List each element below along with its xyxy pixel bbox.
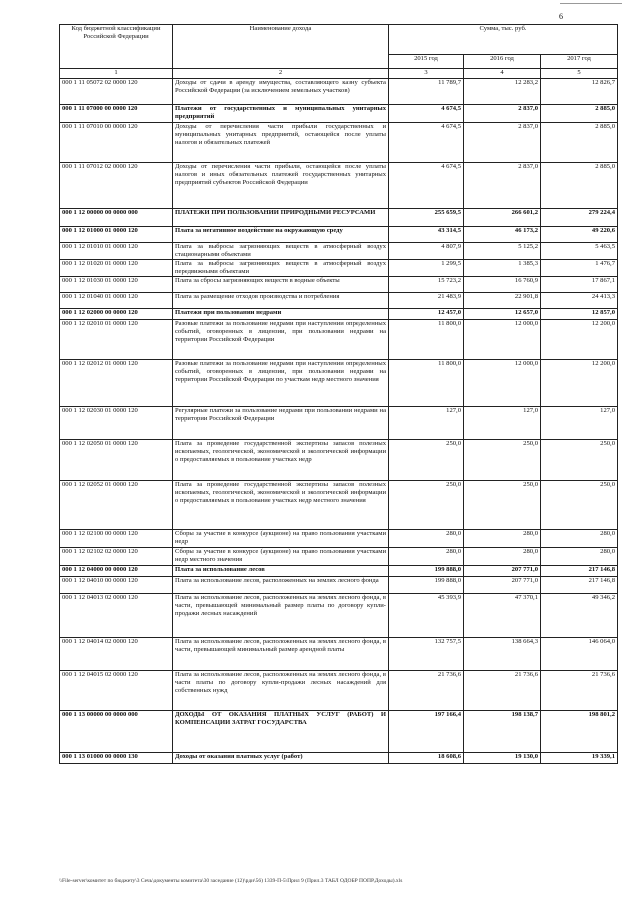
row-value-2017: 2 885,0 xyxy=(541,105,618,123)
row-code: 000 1 12 02012 01 0000 120 xyxy=(60,360,173,407)
table-row xyxy=(60,209,618,227)
row-value-2015: 12 457,0 xyxy=(389,309,464,320)
row-value-2016: 19 130,0 xyxy=(464,753,541,764)
row-value-2017: 49 220,6 xyxy=(541,227,618,243)
row-value-2015: 21 736,6 xyxy=(389,671,464,711)
row-value-2015: 11 800,0 xyxy=(389,360,464,407)
table-row xyxy=(60,530,618,548)
header-name: Наименование дохода xyxy=(173,25,389,69)
row-code: 000 1 11 07000 00 0000 120 xyxy=(60,105,173,123)
table-row xyxy=(60,753,618,764)
row-value-2017: 12 200,0 xyxy=(541,360,618,407)
row-value-2015: 11 789,7 xyxy=(389,79,464,105)
row-value-2015: 197 166,4 xyxy=(389,711,464,753)
row-value-2017: 12 826,7 xyxy=(541,79,618,105)
row-value-2015: 127,0 xyxy=(389,407,464,440)
revenue-table xyxy=(59,24,618,764)
row-name: Разовые платежи за пользование недрами при наступлении определенных событий, оговоренных в лицензии, при пользовании недрами на территории Российской Федерации по участкам недр местного значения xyxy=(173,360,389,407)
row-value-2017: 5 463,5 xyxy=(541,243,618,260)
table-row xyxy=(60,277,618,293)
row-name: Доходы от оказания платных услуг (работ) xyxy=(173,753,389,764)
row-value-2017: 146 064,0 xyxy=(541,638,618,671)
top-rule xyxy=(560,3,622,4)
table-row xyxy=(60,243,618,260)
row-value-2016: 266 601,2 xyxy=(464,209,541,227)
row-value-2016: 12 000,0 xyxy=(464,360,541,407)
row-name: Сборы за участие в конкурсе (аукционе) на право пользования участками недр местного значения xyxy=(173,548,389,566)
row-value-2016: 280,0 xyxy=(464,530,541,548)
row-value-2017: 279 224,4 xyxy=(541,209,618,227)
row-value-2016: 207 771,0 xyxy=(464,577,541,594)
row-value-2017: 280,0 xyxy=(541,548,618,566)
row-value-2016: 207 771,0 xyxy=(464,566,541,577)
row-name: Сборы за участие в конкурсе (аукционе) на право пользования участками недр xyxy=(173,530,389,548)
table-row xyxy=(60,79,618,105)
row-code: 000 1 12 02100 00 0000 120 xyxy=(60,530,173,548)
row-name: Плата за сбросы загрязняющих веществ в водные объекты xyxy=(173,277,389,293)
row-value-2016: 280,0 xyxy=(464,548,541,566)
row-code: 000 1 13 00000 00 0000 000 xyxy=(60,711,173,753)
row-code: 000 1 12 02102 02 0000 120 xyxy=(60,548,173,566)
row-value-2015: 11 800,0 xyxy=(389,320,464,360)
row-code: 000 1 12 04000 00 0000 120 xyxy=(60,566,173,577)
row-name: Плата за размещение отходов производства и потребления xyxy=(173,293,389,309)
row-value-2016: 22 901,8 xyxy=(464,293,541,309)
row-name: Доходы от сдачи в аренду имущества, составляющего казну субъекта Российской Федерации (за исключением земельных участков) xyxy=(173,79,389,105)
table-row xyxy=(60,407,618,440)
row-code: 000 1 12 04014 02 0000 120 xyxy=(60,638,173,671)
row-value-2016: 12 000,0 xyxy=(464,320,541,360)
row-name: Плата за использование лесов, расположенных на землях лесного фонда, в части платы по договору купли-продажи лесных насаждений для собственных нужд xyxy=(173,671,389,711)
row-code: 000 1 12 02030 01 0000 120 xyxy=(60,407,173,440)
row-code: 000 1 12 02052 01 0000 120 xyxy=(60,481,173,530)
row-value-2015: 255 659,5 xyxy=(389,209,464,227)
table-row xyxy=(60,293,618,309)
row-name: Плата за использование лесов, расположенных на землях лесного фонда xyxy=(173,577,389,594)
row-code: 000 1 11 07012 02 0000 120 xyxy=(60,163,173,209)
row-code: 000 1 11 05072 02 0000 120 xyxy=(60,79,173,105)
row-value-2015: 132 757,5 xyxy=(389,638,464,671)
row-name: Доходы от перечисления части прибыли государственных и муниципальных унитарных предприятий, остающейся после уплаты налогов и обязательных платежей xyxy=(173,123,389,163)
row-value-2015: 250,0 xyxy=(389,481,464,530)
row-name: Плата за использование лесов, расположенных на землях лесного фонда, в части, превышающей минимальный размер платы по договору купли-продажи лесных насаждений xyxy=(173,594,389,638)
row-value-2017: 2 885,0 xyxy=(541,123,618,163)
row-value-2017: 12 857,0 xyxy=(541,309,618,320)
row-value-2016: 138 664,3 xyxy=(464,638,541,671)
row-name: Плата за проведение государственной экспертизы запасов полезных ископаемых, геологической, экономической и экологической информации о предоставляемых в пользование участках недр xyxy=(173,440,389,481)
row-value-2015: 43 314,5 xyxy=(389,227,464,243)
row-code: 000 1 12 02050 01 0000 120 xyxy=(60,440,173,481)
table-row xyxy=(60,309,618,320)
row-name: Регулярные платежи за пользование недрами при пользовании недрами на территории Российской Федерации xyxy=(173,407,389,440)
column-number: 4 xyxy=(464,69,541,79)
row-value-2016: 46 173,2 xyxy=(464,227,541,243)
table-row xyxy=(60,440,618,481)
row-value-2015: 199 888,0 xyxy=(389,566,464,577)
table-row xyxy=(60,566,618,577)
column-number: 3 xyxy=(389,69,464,79)
row-value-2015: 45 393,9 xyxy=(389,594,464,638)
row-value-2017: 12 200,0 xyxy=(541,320,618,360)
row-value-2016: 16 760,9 xyxy=(464,277,541,293)
row-code: 000 1 12 01030 01 0000 120 xyxy=(60,277,173,293)
row-value-2017: 1 476,7 xyxy=(541,260,618,277)
header-2015: 2015 год xyxy=(389,55,464,69)
row-code: 000 1 12 02000 00 0000 120 xyxy=(60,309,173,320)
page-number: 6 xyxy=(559,12,563,21)
row-value-2016: 250,0 xyxy=(464,440,541,481)
row-value-2017: 280,0 xyxy=(541,530,618,548)
table-row xyxy=(60,548,618,566)
row-value-2016: 250,0 xyxy=(464,481,541,530)
row-code: 000 1 12 04015 02 0000 120 xyxy=(60,671,173,711)
table-row xyxy=(60,320,618,360)
row-value-2015: 4 674,5 xyxy=(389,123,464,163)
row-name: Плата за использование лесов, расположенных на землях лесного фонда, в части, превышающей минимальный размер арендной платы xyxy=(173,638,389,671)
file-path-footer: \\File-server\комитет по бюджету\3 Сечь\документы комитета\30 заседание (12)\рди\56) 1339-П-5\Прил 9 (Прил.3 ТАБЛ ОДОБР ПОПР.Доходы).xls xyxy=(59,878,403,884)
row-value-2017: 19 339,1 xyxy=(541,753,618,764)
row-name: Плата за негативное воздействие на окружающую среду xyxy=(173,227,389,243)
row-value-2017: 2 885,0 xyxy=(541,163,618,209)
header-2016: 2016 год xyxy=(464,55,541,69)
table-row xyxy=(60,671,618,711)
row-value-2016: 2 837,0 xyxy=(464,163,541,209)
row-code: 000 1 12 01000 01 0000 120 xyxy=(60,227,173,243)
row-name: ДОХОДЫ ОТ ОКАЗАНИЯ ПЛАТНЫХ УСЛУГ (РАБОТ) И КОМПЕНСАЦИИ ЗАТРАТ ГОСУДАРСТВА xyxy=(173,711,389,753)
row-value-2016: 21 736,6 xyxy=(464,671,541,711)
column-number: 2 xyxy=(173,69,389,79)
row-value-2016: 198 138,7 xyxy=(464,711,541,753)
table-row xyxy=(60,594,618,638)
header-2017: 2017 год xyxy=(541,55,618,69)
row-value-2016: 127,0 xyxy=(464,407,541,440)
row-code: 000 1 12 01020 01 0000 120 xyxy=(60,260,173,277)
row-value-2016: 12 657,0 xyxy=(464,309,541,320)
row-code: 000 1 11 07010 00 0000 120 xyxy=(60,123,173,163)
row-value-2017: 217 146,8 xyxy=(541,566,618,577)
row-name: ПЛАТЕЖИ ПРИ ПОЛЬЗОВАНИИ ПРИРОДНЫМИ РЕСУРСАМИ xyxy=(173,209,389,227)
row-value-2017: 250,0 xyxy=(541,440,618,481)
table-row xyxy=(60,638,618,671)
column-number: 5 xyxy=(541,69,618,79)
row-name: Плата за проведение государственной экспертизы запасов полезных ископаемых, геологической, экономической и экологической информации о предоставляемых в пользование участках недр местного значения xyxy=(173,481,389,530)
row-value-2015: 250,0 xyxy=(389,440,464,481)
header-code: Код бюджетной классификации Российской Федерации xyxy=(60,25,173,69)
row-name: Платежи при пользовании недрами xyxy=(173,309,389,320)
row-code: 000 1 12 04010 00 0000 120 xyxy=(60,577,173,594)
row-value-2017: 21 736,6 xyxy=(541,671,618,711)
row-value-2015: 280,0 xyxy=(389,548,464,566)
row-name: Плата за выбросы загрязняющих веществ в атмосферный воздух передвижными объектами xyxy=(173,260,389,277)
row-value-2016: 12 283,2 xyxy=(464,79,541,105)
row-name: Плата за использование лесов xyxy=(173,566,389,577)
table-row xyxy=(60,123,618,163)
row-value-2017: 17 867,1 xyxy=(541,277,618,293)
table-row xyxy=(60,577,618,594)
row-code: 000 1 12 01040 01 0000 120 xyxy=(60,293,173,309)
row-code: 000 1 12 00000 00 0000 000 xyxy=(60,209,173,227)
table-body xyxy=(60,79,618,764)
row-value-2016: 5 125,2 xyxy=(464,243,541,260)
row-value-2015: 21 483,9 xyxy=(389,293,464,309)
row-value-2016: 2 837,0 xyxy=(464,123,541,163)
row-value-2015: 4 807,9 xyxy=(389,243,464,260)
table-row xyxy=(60,360,618,407)
row-value-2017: 24 413,3 xyxy=(541,293,618,309)
row-value-2017: 49 346,2 xyxy=(541,594,618,638)
row-value-2017: 127,0 xyxy=(541,407,618,440)
table-row xyxy=(60,227,618,243)
row-code: 000 1 12 01010 01 0000 120 xyxy=(60,243,173,260)
row-name: Платежи от государственных и муниципальных унитарных предприятий xyxy=(173,105,389,123)
row-name: Доходы от перечисления части прибыли, остающейся после уплаты налогов и иных обязательных платежей государственных унитарных предприятий субъектов Российской Федерации xyxy=(173,163,389,209)
row-code: 000 1 12 02010 01 0000 120 xyxy=(60,320,173,360)
row-value-2016: 47 370,1 xyxy=(464,594,541,638)
row-value-2015: 4 674,5 xyxy=(389,105,464,123)
row-value-2015: 199 888,0 xyxy=(389,577,464,594)
row-value-2017: 217 146,8 xyxy=(541,577,618,594)
row-value-2015: 4 674,5 xyxy=(389,163,464,209)
table-row xyxy=(60,481,618,530)
table-row xyxy=(60,105,618,123)
table-row xyxy=(60,711,618,753)
header-sum: Сумма, тыс. руб. xyxy=(389,25,618,55)
row-value-2015: 15 723,2 xyxy=(389,277,464,293)
table-row xyxy=(60,260,618,277)
column-number: 1 xyxy=(60,69,173,79)
row-value-2015: 18 608,6 xyxy=(389,753,464,764)
row-value-2017: 250,0 xyxy=(541,481,618,530)
row-name: Разовые платежи за пользование недрами при наступлении определенных событий, оговоренных в лицензии, при пользовании недрами на территории Российской Федерации xyxy=(173,320,389,360)
row-name: Плата за выбросы загрязняющих веществ в атмосферный воздух стационарными объектами xyxy=(173,243,389,260)
row-code: 000 1 13 01000 00 0000 130 xyxy=(60,753,173,764)
row-code: 000 1 12 04013 02 0000 120 xyxy=(60,594,173,638)
row-value-2016: 1 385,3 xyxy=(464,260,541,277)
row-value-2016: 2 837,0 xyxy=(464,105,541,123)
table-row xyxy=(60,163,618,209)
row-value-2015: 1 299,5 xyxy=(389,260,464,277)
row-value-2017: 198 801,2 xyxy=(541,711,618,753)
row-value-2015: 280,0 xyxy=(389,530,464,548)
